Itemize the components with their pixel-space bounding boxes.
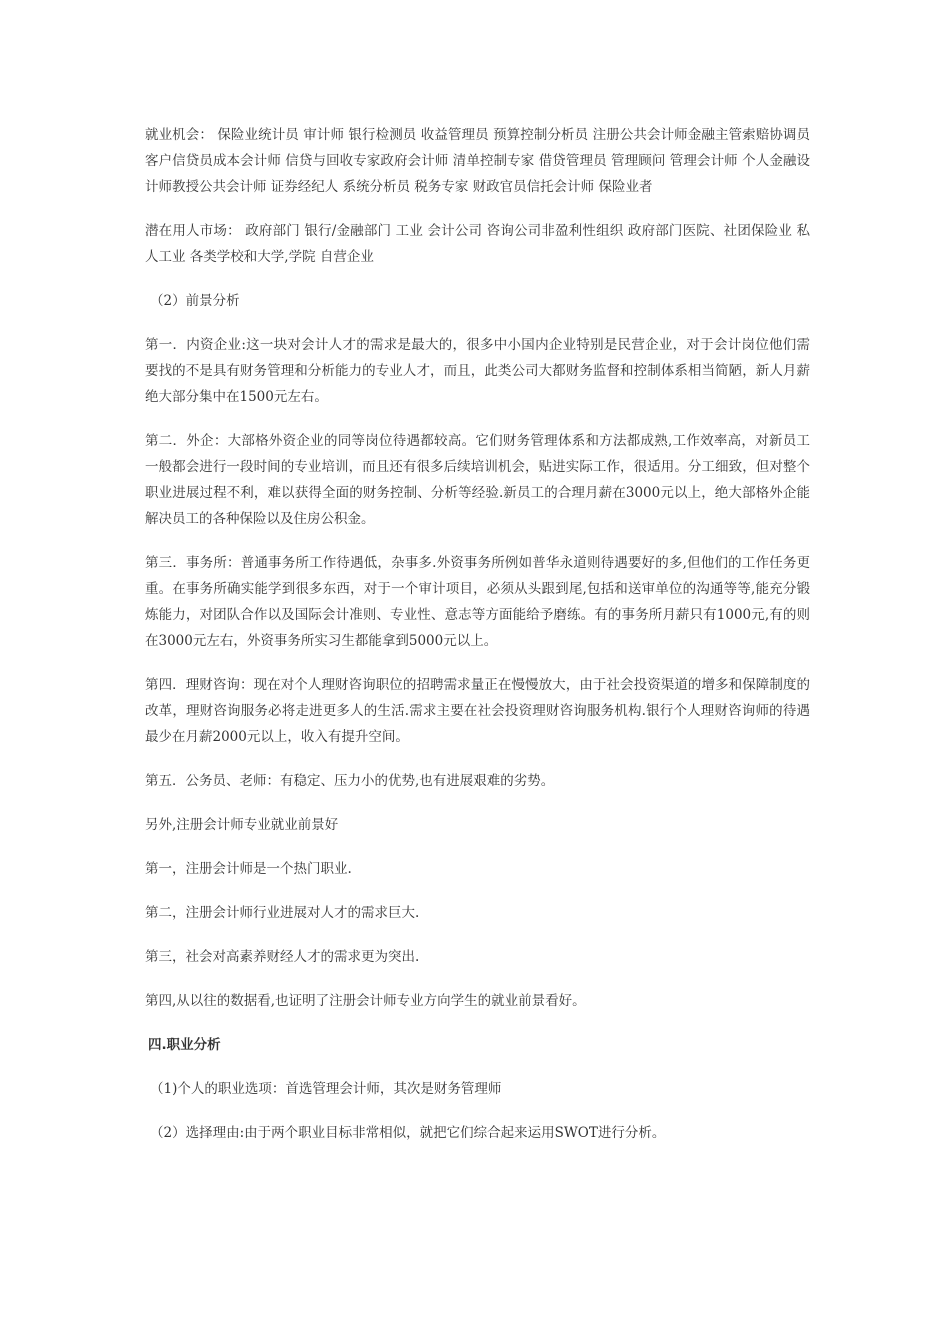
- paragraph-cpa-point-3: 第三，社会对高素养财经人才的需求更为突出.: [145, 949, 420, 965]
- document-body: [145, 122, 810, 1164]
- paragraph-domestic-enterprise: 第一．内资企业:这一块对会计人才的需求是最大的，很多中小国内企业特别是民营企业，对于会计岗位他们需要找的不是具有财务管理和分析能力的专业人才，而且，此类公司大都财务监督和控制体系相当简陋，新人月薪绝大部分集中在1500元左右。: [145, 337, 810, 405]
- paragraph-potential-markets: 潜在用人市场： 政府部门 银行/金融部门 工业 会计公司 咨询公司非盈利性组织 政府部门医院、社团保险业 私人工业 各类学校和大学,学院 自营企业: [145, 223, 810, 265]
- paragraph-selection-reason: （2）选择理由:由于两个职业目标非常相似，就把它们综合起来运用SWOT进行分析。: [150, 1125, 666, 1141]
- subheading-prospect-analysis: （2）前景分析: [150, 293, 240, 309]
- paragraph-cpa-prospects: 另外,注册会计师专业就业前景好: [145, 817, 339, 833]
- paragraph-civil-servant-teacher: 第五．公务员、老师：有稳定、压力小的优势,也有进展艰难的劣势。: [145, 773, 555, 789]
- paragraph-cpa-point-1: 第一，注册会计师是一个热门职业.: [145, 861, 352, 877]
- paragraph-accounting-firm: 第三．事务所：普通事务所工作待遇低，杂事多.外资事务所例如普华永道则待遇要好的多,但他们的工作任务更重。在事务所确实能学到很多东西，对于一个审计项目，必须从头跟到尾,包括和送审单位的沟通等等,能充分锻炼能力，对团队合作以及国际会计准则、专业性、意志等方面能给予磨练。有的事务所月薪只有1000元,有的则在3000元左右，外资事务所实习生都能拿到5000元以上。: [145, 555, 810, 649]
- paragraph-cpa-point-4: 第四,从以往的数据看,也证明了注册会计师专业方向学生的就业前景看好。: [145, 993, 586, 1009]
- paragraph-foreign-enterprise: 第二．外企：大部格外资企业的同等岗位待遇都较高。它们财务管理体系和方法都成熟,工作效率高，对新员工一般都会进行一段时间的专业培训，而且还有很多后续培训机会，贴进实际工作，很适用。分工细致，但对整个职业进展过程不利，难以获得全面的财务控制、分析等经验.新员工的合理月薪在3000元以上，绝大部格外企能解决员工的各种保险以及住房公积金。: [145, 433, 810, 527]
- paragraph-career-options: （1)个人的职业选项：首选管理会计师，其次是财务管理师: [150, 1081, 502, 1097]
- paragraph-job-opportunities: 就业机会： 保险业统计员 审计师 银行检测员 收益管理员 预算控制分析员 注册公共会计师金融主管索赔协调员 客户信贷员成本会计师 信贷与回收专家政府会计师 清单控制专家 借贷管理员 管理顾问 管理会计师 个人金融设计师教授公共会计师 证券经纪人 系统分析员 税务专家 财政官员信托会计师 保险业者: [145, 127, 810, 195]
- paragraph-financial-consulting: 第四．理财咨询：现在对个人理财咨询职位的招聘需求量正在慢慢放大，由于社会投资渠道的增多和保障制度的改革，理财咨询服务必将走进更多人的生活.需求主要在社会投资理财咨询服务机构.银行个人理财咨询师的待遇最少在月薪2000元以上，收入有提升空间。: [145, 677, 810, 745]
- section-heading-career-analysis: 四.职业分析: [148, 1037, 221, 1053]
- paragraph-cpa-point-2: 第二，注册会计师行业进展对人才的需求巨大.: [145, 905, 420, 921]
